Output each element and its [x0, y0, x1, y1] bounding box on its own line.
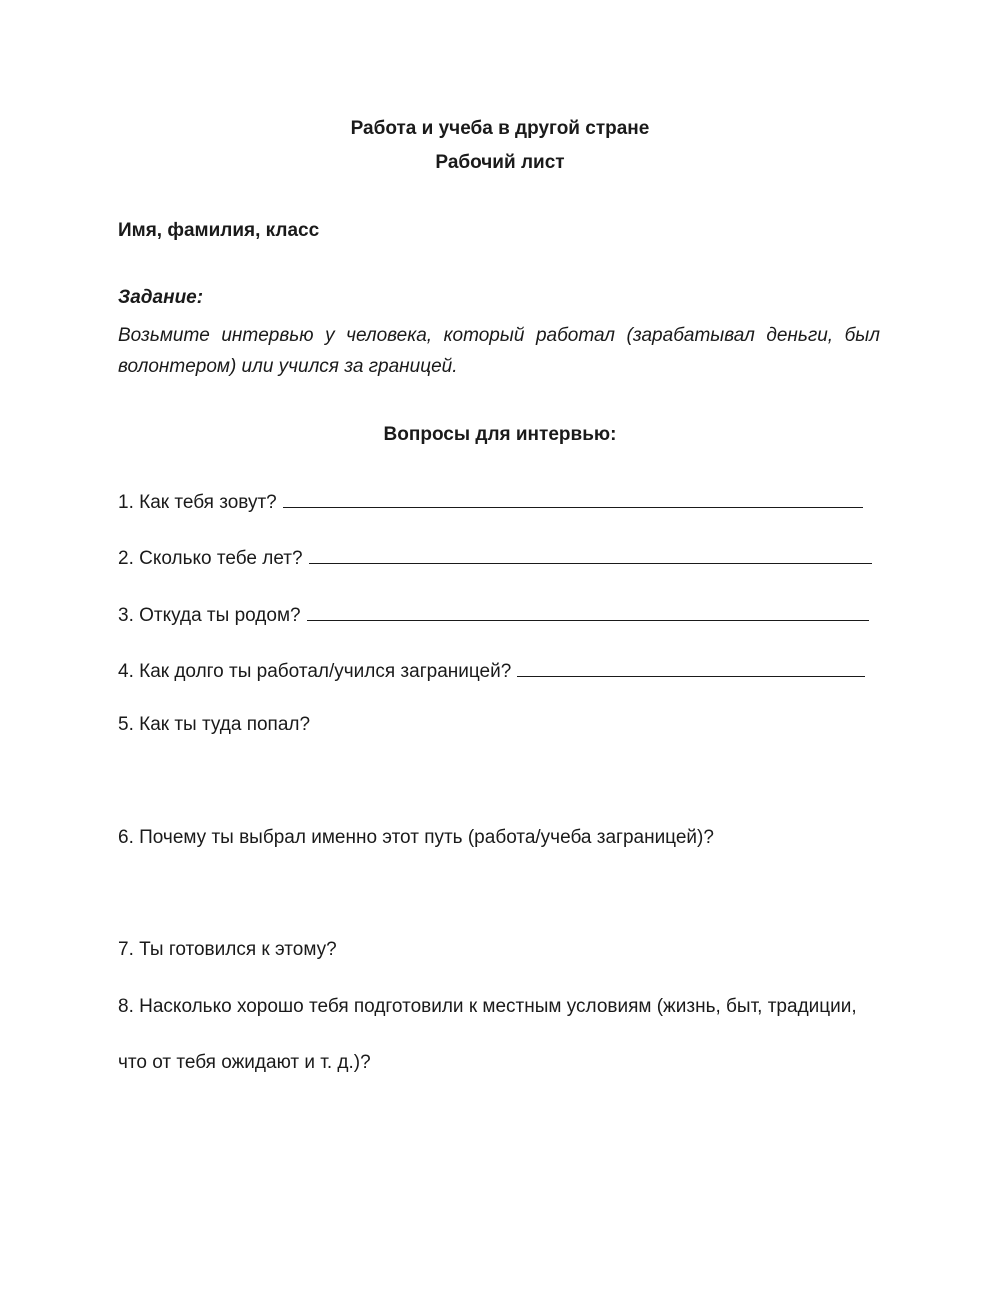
- question-7-text: 7. Ты готовился к этому?: [118, 939, 337, 960]
- question-3: [118, 602, 869, 627]
- questions-heading: Вопросы для интервью:: [383, 424, 617, 445]
- task-text: Возьмите интервью у человека, который работал (зарабатывал деньги, был волонтером) или учился за границей.: [118, 325, 880, 377]
- question-2-text: 2. Сколько тебе лет?: [118, 548, 303, 569]
- question-2: [118, 545, 872, 570]
- question-8: [118, 996, 857, 1018]
- worksheet-subtitle: Рабочий лист: [435, 152, 565, 173]
- answer-line-4[interactable]: [517, 658, 865, 677]
- question-6-text: 6. Почему ты выбрал именно этот путь (работа/учеба заграницей)?: [118, 827, 714, 848]
- question-3-text: 3. Откуда ты родом?: [118, 605, 301, 626]
- question-6: [118, 827, 714, 849]
- question-7: [118, 939, 337, 961]
- question-5-text: 5. Как ты туда попал?: [118, 714, 311, 735]
- question-4-text: 4. Как долго ты работал/учился заграницей?: [118, 661, 512, 682]
- question-1-text: 1. Как тебя зовут?: [118, 492, 277, 513]
- worksheet-title: Работа и учеба в другой стране: [350, 118, 650, 139]
- question-8-continuation: что от тебя ожидают и т. д.)?: [118, 1052, 371, 1073]
- answer-line-1[interactable]: [283, 489, 863, 508]
- question-8-text: 8. Насколько хорошо тебя подготовили к местным условиям (жизнь, быт, традиции,: [118, 996, 857, 1017]
- answer-line-3[interactable]: [307, 602, 869, 621]
- question-1: [118, 489, 863, 514]
- question-4: [118, 658, 865, 683]
- question-5: [118, 714, 310, 736]
- task-heading: Задание:: [118, 287, 204, 308]
- student-name-label: Имя, фамилия, класс: [118, 220, 320, 241]
- answer-line-2[interactable]: [309, 545, 872, 564]
